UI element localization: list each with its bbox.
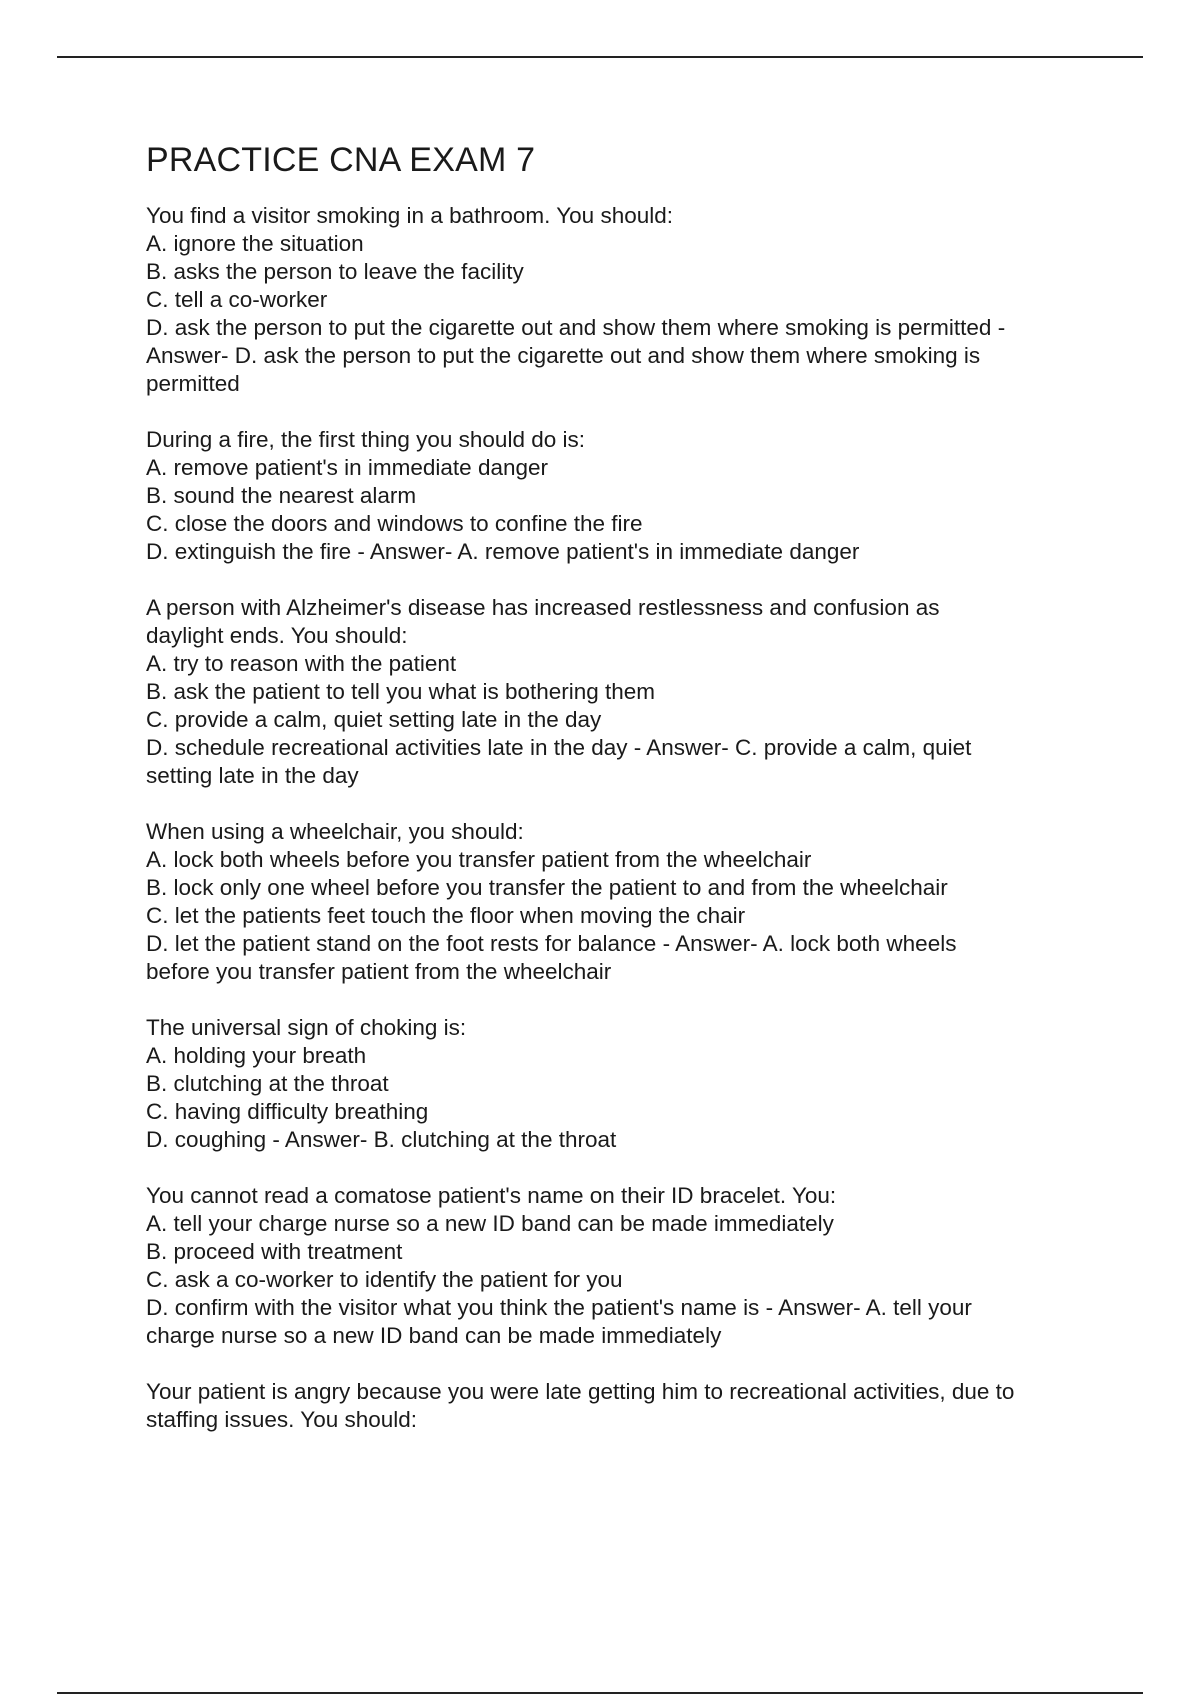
answer-text: Answer- D. ask the person to put the cigarette out and show them where smoking is bbox=[146, 343, 981, 368]
option-d-with-answer: D. let the patient stand on the foot rests for balance - Answer- A. lock both wheels bbox=[146, 931, 957, 956]
question-text: The universal sign of choking is: bbox=[146, 1015, 467, 1040]
option-a: A. try to reason with the patient bbox=[146, 651, 457, 676]
option-c: C. having difficulty breathing bbox=[146, 1099, 429, 1124]
option-c: C. ask a co-worker to identify the patient for you bbox=[146, 1267, 623, 1292]
question-3 bbox=[146, 594, 1086, 790]
answer-text-continued: before you transfer patient from the wheelchair bbox=[146, 959, 612, 984]
top-rule bbox=[57, 56, 1143, 58]
question-2 bbox=[146, 426, 1086, 566]
option-b: B. clutching at the throat bbox=[146, 1071, 389, 1096]
option-a: A. tell your charge nurse so a new ID band can be made immediately bbox=[146, 1211, 834, 1236]
option-b: B. proceed with treatment bbox=[146, 1239, 403, 1264]
question-7 bbox=[146, 1378, 1086, 1434]
option-d-with-answer: D. coughing - Answer- B. clutching at the throat bbox=[146, 1127, 617, 1152]
question-text: Your patient is angry because you were late getting him to recreational activities, due to bbox=[146, 1379, 1015, 1404]
question-text: During a fire, the first thing you should do is: bbox=[146, 427, 585, 452]
option-b: B. asks the person to leave the facility bbox=[146, 259, 524, 284]
option-d-with-answer: D. extinguish the fire - Answer- A. remove patient's in immediate danger bbox=[146, 539, 860, 564]
answer-text-continued: permitted bbox=[146, 371, 240, 396]
question-1 bbox=[146, 202, 1086, 398]
option-c: C. provide a calm, quiet setting late in the day bbox=[146, 707, 602, 732]
question-text: You find a visitor smoking in a bathroom. You should: bbox=[146, 203, 674, 228]
question-4 bbox=[146, 818, 1086, 986]
option-a: A. holding your breath bbox=[146, 1043, 367, 1068]
option-d: D. ask the person to put the cigarette out and show them where smoking is permitted - bbox=[146, 315, 1006, 340]
question-6 bbox=[146, 1182, 1086, 1350]
question-text-continued: daylight ends. You should: bbox=[146, 623, 408, 648]
option-c: C. let the patients feet touch the floor when moving the chair bbox=[146, 903, 746, 928]
page-content bbox=[146, 140, 1086, 1462]
question-text: You cannot read a comatose patient's name on their ID bracelet. You: bbox=[146, 1183, 837, 1208]
question-text: When using a wheelchair, you should: bbox=[146, 819, 524, 844]
option-c: C. close the doors and windows to confine the fire bbox=[146, 511, 643, 536]
question-5 bbox=[146, 1014, 1086, 1154]
answer-text-continued: charge nurse so a new ID band can be made immediately bbox=[146, 1323, 722, 1348]
option-d-with-answer: D. confirm with the visitor what you think the patient's name is - Answer- A. tell your bbox=[146, 1295, 972, 1320]
question-text: A person with Alzheimer's disease has increased restlessness and confusion as bbox=[146, 595, 940, 620]
option-d-with-answer: D. schedule recreational activities late in the day - Answer- C. provide a calm, quiet bbox=[146, 735, 972, 760]
option-a: A. remove patient's in immediate danger bbox=[146, 455, 549, 480]
option-b: B. sound the nearest alarm bbox=[146, 483, 417, 508]
option-b: B. ask the patient to tell you what is bothering them bbox=[146, 679, 656, 704]
bottom-rule bbox=[57, 1692, 1143, 1694]
option-b: B. lock only one wheel before you transfer the patient to and from the wheelchair bbox=[146, 875, 948, 900]
option-c: C. tell a co-worker bbox=[146, 287, 328, 312]
document-title: PRACTICE CNA EXAM 7 bbox=[146, 141, 536, 179]
question-text-continued: staffing issues. You should: bbox=[146, 1407, 418, 1432]
option-a: A. lock both wheels before you transfer patient from the wheelchair bbox=[146, 847, 812, 872]
option-a: A. ignore the situation bbox=[146, 231, 364, 256]
answer-text-continued: setting late in the day bbox=[146, 763, 359, 788]
